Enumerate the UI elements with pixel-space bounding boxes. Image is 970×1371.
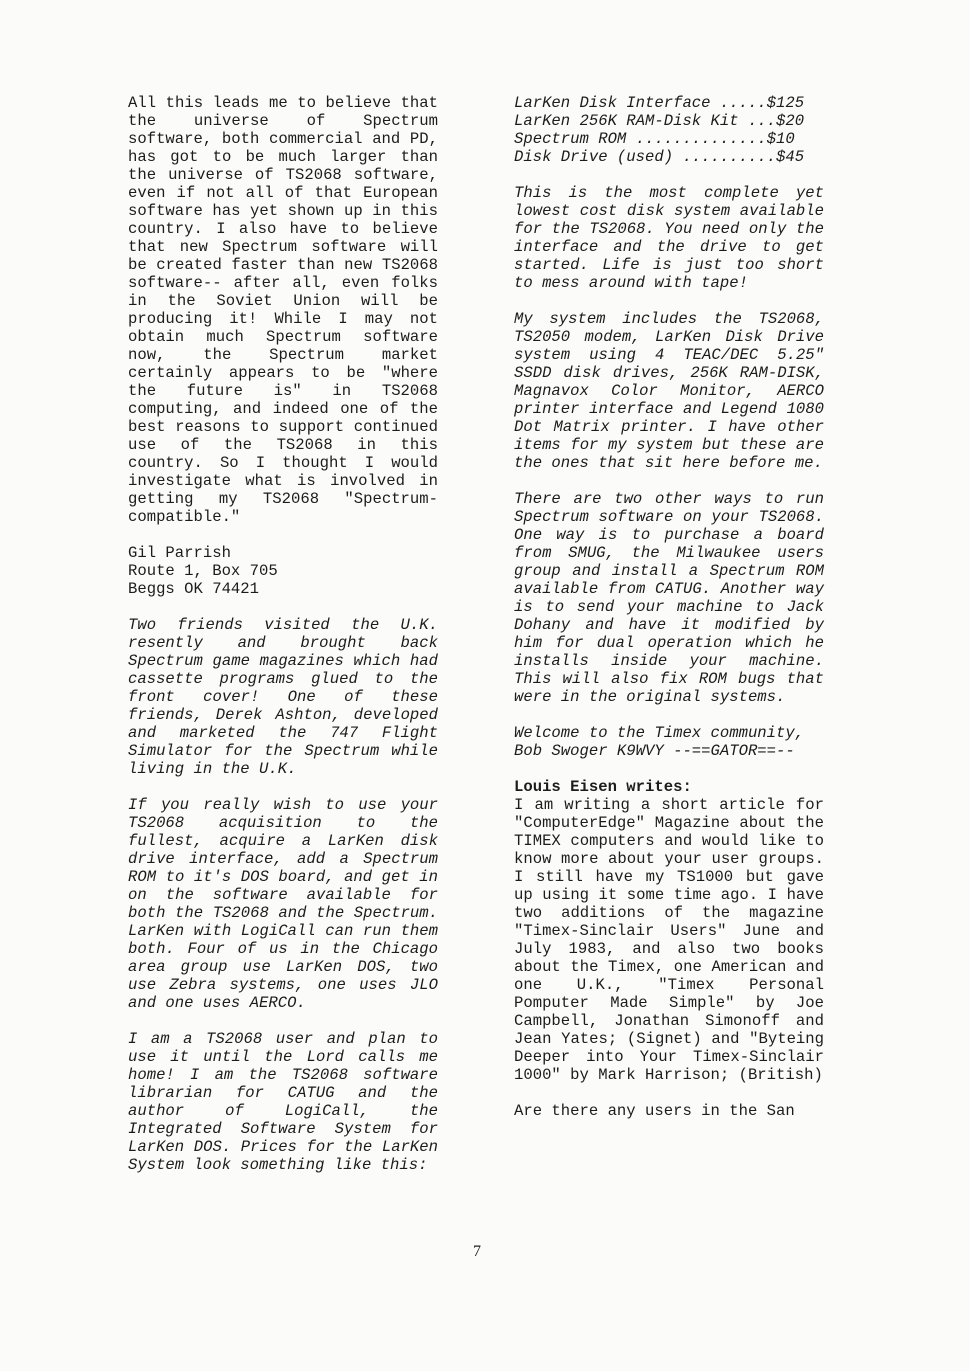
page-number: 7 [473,1243,481,1260]
section-heading: Louis Eisen writes: [514,778,692,796]
letter-section [514,778,824,1084]
paragraph-disk-system: This is the most complete yet lowest cost disk system available for the TS2068. You need only the interface and the drive to get started. Life is just too short to mess around with tape! [514,184,824,292]
price-row: LarKen Disk Interface .....$125 [514,94,805,112]
right-column [514,94,824,1138]
author-city: Beggs OK 74421 [128,580,260,598]
paragraph-san-users: Are there any users in the San [514,1102,795,1120]
author-name: Gil Parrish [128,544,231,562]
paragraph-ts2068-user: I am a TS2068 user and plan to use it until the Lord calls me home! I am the TS2068 software librarian for CATUG and the author of LogiCall, the Integrated Software System for LarKen DOS. Prices for the LarKen System look something like this: [128,1030,438,1174]
price-row: LarKen 256K RAM-Disk Kit ...$20 [514,112,805,130]
paragraph-louis-eisen: I am writing a short article for "ComputerEdge" Magazine about the TIMEX computers and would like to know more about your user groups. I still have my TS1000 but gave up using it some time ago. I have two additions of the magazine "Timex-Sinclair Users" June and July 1983, and also two books about the Timex, one American and one U.K., "Timex Personal Pomputer Made Simple" by Joe Campbell, Jonathan Simonoff and Jean Yates; (Signet) and "Byteing Deeper into Your Timex-Sinclair 1000" by Mark Harrison; (British) [514,796,824,1084]
price-row: Disk Drive (used) ..........$45 [514,148,805,166]
signoff-name: Bob Swoger K9WVY --==GATOR==-- [514,742,795,760]
signoff-welcome: Welcome to the Timex community, [514,724,805,742]
paragraph-other-ways: There are two other ways to run Spectrum software on your TS2068. One way is to purchase a board from SMUG, the Milwaukee users group and install a Spectrum ROM available from CATUG. Another way is to send your machine to Jack Dohany and have it modified by him for dual operation which he installs inside your machine. This will also fix ROM bugs that were in the original systems. [514,490,824,706]
left-column [128,94,438,1192]
paragraph-spectrum-universe: All this leads me to believe that the universe of Spectrum software, both commercial and PD, has got to be much larger than the universe of TS2068 software, even if not all of that European software has yet shown up in this country. I also have to believe that new Spectrum software will be created faster than new TS2068 software-- after all, even folks in the Soviet Union will be producing it! While I may not obtain much Spectrum software now, the Spectrum market certainly appears to be "where the future is" in TS2068 computing, and indeed one of the best reasons to support continued use of the TS2068 in this country. So I thought I would investigate what is involved in getting my TS2068 "Spectrum-compatible." [128,94,438,526]
paragraph-my-system: My system includes the TS2068, TS2050 modem, LarKen Disk Drive system using 4 TEAC/DEC 5.25" SSDD disk drives, 256K RAM-DISK, Magnavox Color Monitor, AERCO printer interface and Legend 1080 Dot Matrix printer. I have other items for my system but these are the ones that sit here before me. [514,310,824,472]
price-row: Spectrum ROM ..............$10 [514,130,795,148]
author-address [128,544,438,598]
author-street: Route 1, Box 705 [128,562,278,580]
paragraph-larken-advice: If you really wish to use your TS2068 acquisition to the fullest, acquire a LarKen disk drive interface, add a Spectrum ROM to it's DOS board, and get in on the software available for both the TS2068 and the Spectrum. LarKen with LogiCall can run them both. Four of us in the Chicago area group use LarKen DOS, two use Zebra systems, one uses JLO and one uses AERCO. [128,796,438,1012]
signoff [514,724,824,760]
paragraph-two-friends: Two friends visited the U.K. resently and brought back Spectrum game magazines which had cassette programs glued to the front cover! One of these friends, Derek Ashton, developed and marketed the 747 Flight Simulator for the Spectrum while living in the U.K. [128,616,438,778]
price-list [514,94,824,166]
